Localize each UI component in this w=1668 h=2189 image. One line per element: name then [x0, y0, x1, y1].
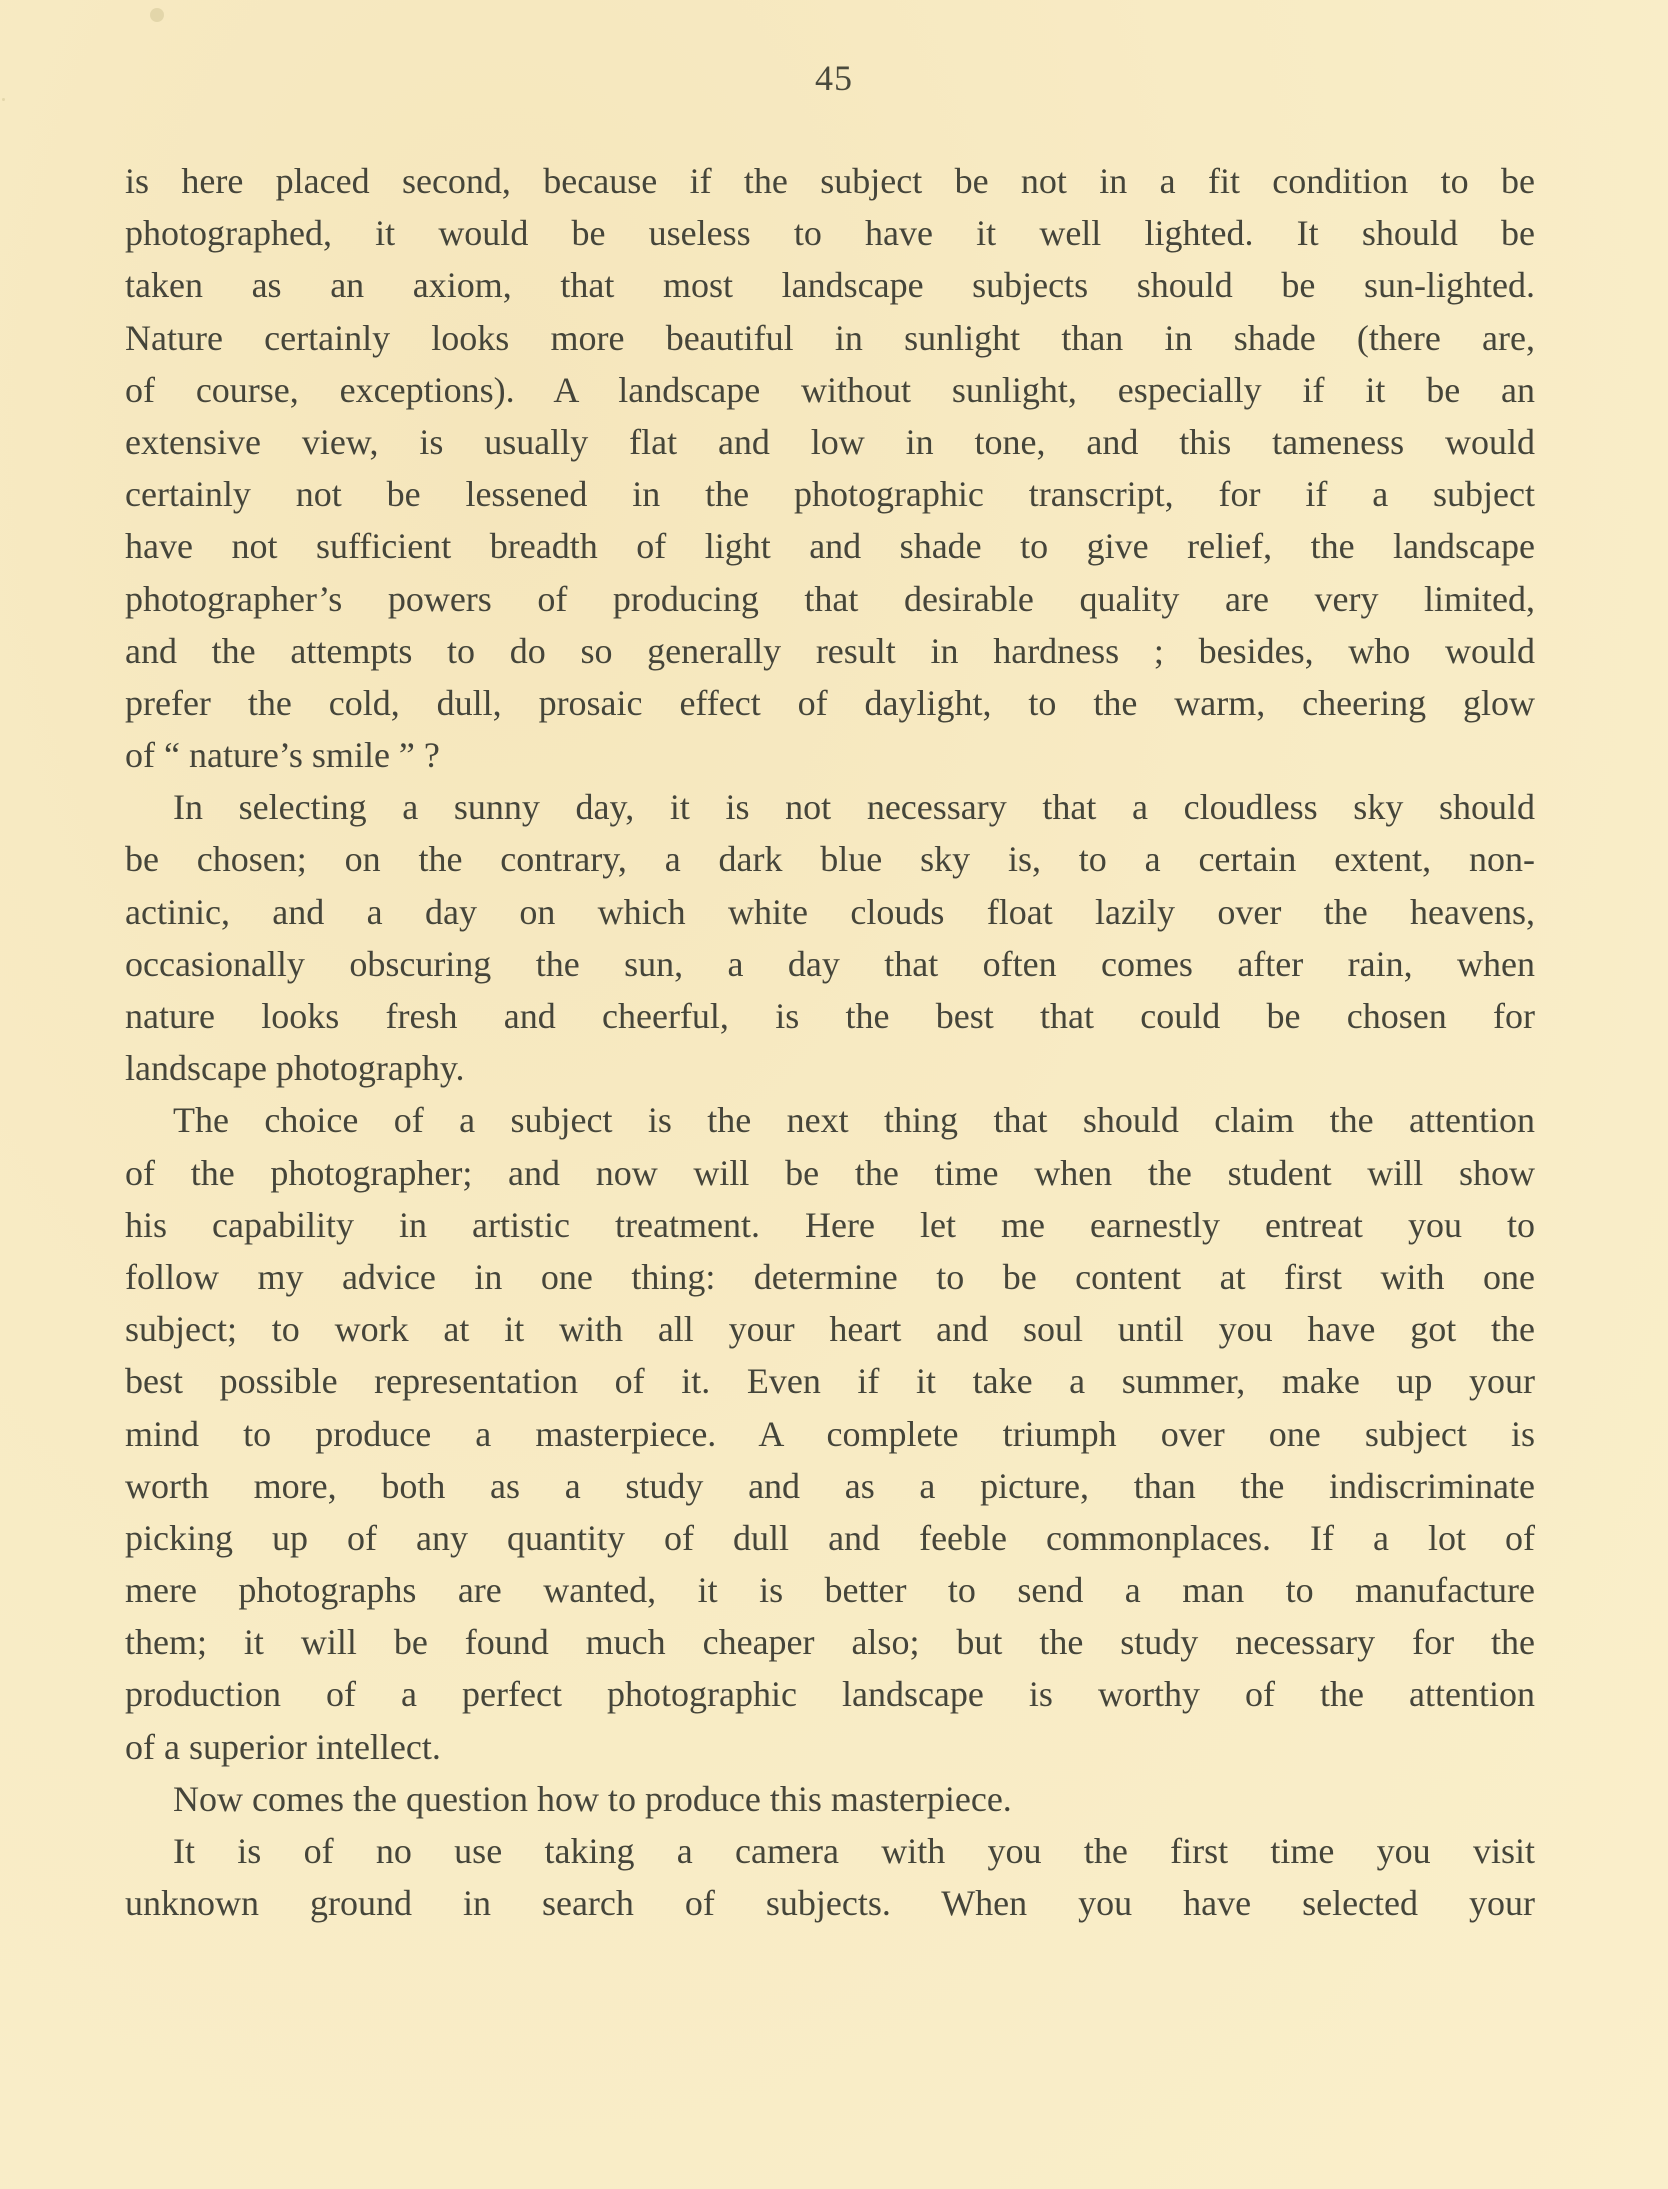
text-line: be chosen; on the contrary, a dark blue sky is, to a certain extent, non-	[125, 839, 1535, 880]
text-line: them; it will be found much cheaper also; but the study necessary for the	[125, 1622, 1535, 1663]
page-number: 45	[815, 58, 853, 98]
text-line: subject; to work at it with all your heart and soul until you have got the	[125, 1309, 1535, 1350]
text-line: unknown ground in search of subjects. When you have selected your	[125, 1883, 1535, 1924]
text-line: certainly not be lessened in the photographic transcript, for if a subject	[125, 474, 1535, 515]
text-line: occasionally obscuring the sun, a day that often comes after rain, when	[125, 943, 1535, 984]
text-line: actinic, and a day on which white clouds float lazily over the heavens,	[125, 891, 1535, 932]
paragraph-start-line: It is of no use taking a camera with you the first time you visit	[173, 1831, 1535, 1871]
text-line: of “ nature’s smile ” ?	[125, 735, 440, 776]
text-line: photographed, it would be useless to have it well lighted. It should be	[125, 213, 1535, 254]
text-line: photographer’s powers of producing that desirable quality are very limited,	[125, 578, 1535, 619]
text-line: prefer the cold, dull, prosaic effect of daylight, to the warm, cheering glow	[125, 682, 1535, 723]
paper-speck	[2, 98, 5, 101]
text-line: extensive view, is usually flat and low in tone, and this tameness would	[125, 421, 1535, 462]
text-line: landscape photography.	[125, 1048, 465, 1089]
paragraph-start-line: The choice of a subject is the next thing that should claim the attention	[173, 1100, 1535, 1141]
text-line: nature looks fresh and cheerful, is the best that could be chosen for	[125, 996, 1535, 1036]
text-line: mind to produce a masterpiece. A complete triumph over one subject is	[125, 1413, 1535, 1454]
text-line: is here placed second, because if the subject be not in a fit condition to be	[125, 161, 1535, 201]
text-line: of the photographer; and now will be the time when the student will show	[125, 1152, 1535, 1193]
paragraph-start-line: In selecting a sunny day, it is not necessary that a cloudless sky should	[173, 787, 1535, 828]
text-line: and the attempts to do so generally result in hardness ; besides, who would	[125, 630, 1535, 671]
body-text	[125, 155, 1535, 1929]
text-line: of course, exceptions). A landscape without sunlight, especially if it be an	[125, 369, 1535, 410]
text-line: Nature certainly looks more beautiful in sunlight than in shade (there are,	[125, 317, 1535, 358]
text-line: production of a perfect photographic landscape is worthy of the attention	[125, 1674, 1535, 1715]
text-line: best possible representation of it. Even if it take a summer, make up your	[125, 1361, 1535, 1402]
text-line: worth more, both as a study and as a picture, than the indiscriminate	[125, 1465, 1535, 1506]
paragraph-start-line: Now comes the question how to produce this masterpiece.	[173, 1778, 1012, 1819]
paper-speck	[150, 8, 164, 22]
text-line: taken as an axiom, that most landscape subjects should be sun-lighted.	[125, 265, 1535, 306]
text-line: have not sufficient breadth of light and shade to give relief, the landscape	[125, 526, 1535, 567]
text-line: follow my advice in one thing: determine to be content at first with one	[125, 1256, 1535, 1297]
text-line: his capability in artistic treatment. Here let me earnestly entreat you to	[125, 1204, 1535, 1245]
text-line: of a superior intellect.	[125, 1726, 441, 1767]
text-line: mere photographs are wanted, it is better to send a man to manufacture	[125, 1570, 1535, 1611]
text-line: picking up of any quantity of dull and feeble commonplaces. If a lot of	[125, 1517, 1535, 1558]
